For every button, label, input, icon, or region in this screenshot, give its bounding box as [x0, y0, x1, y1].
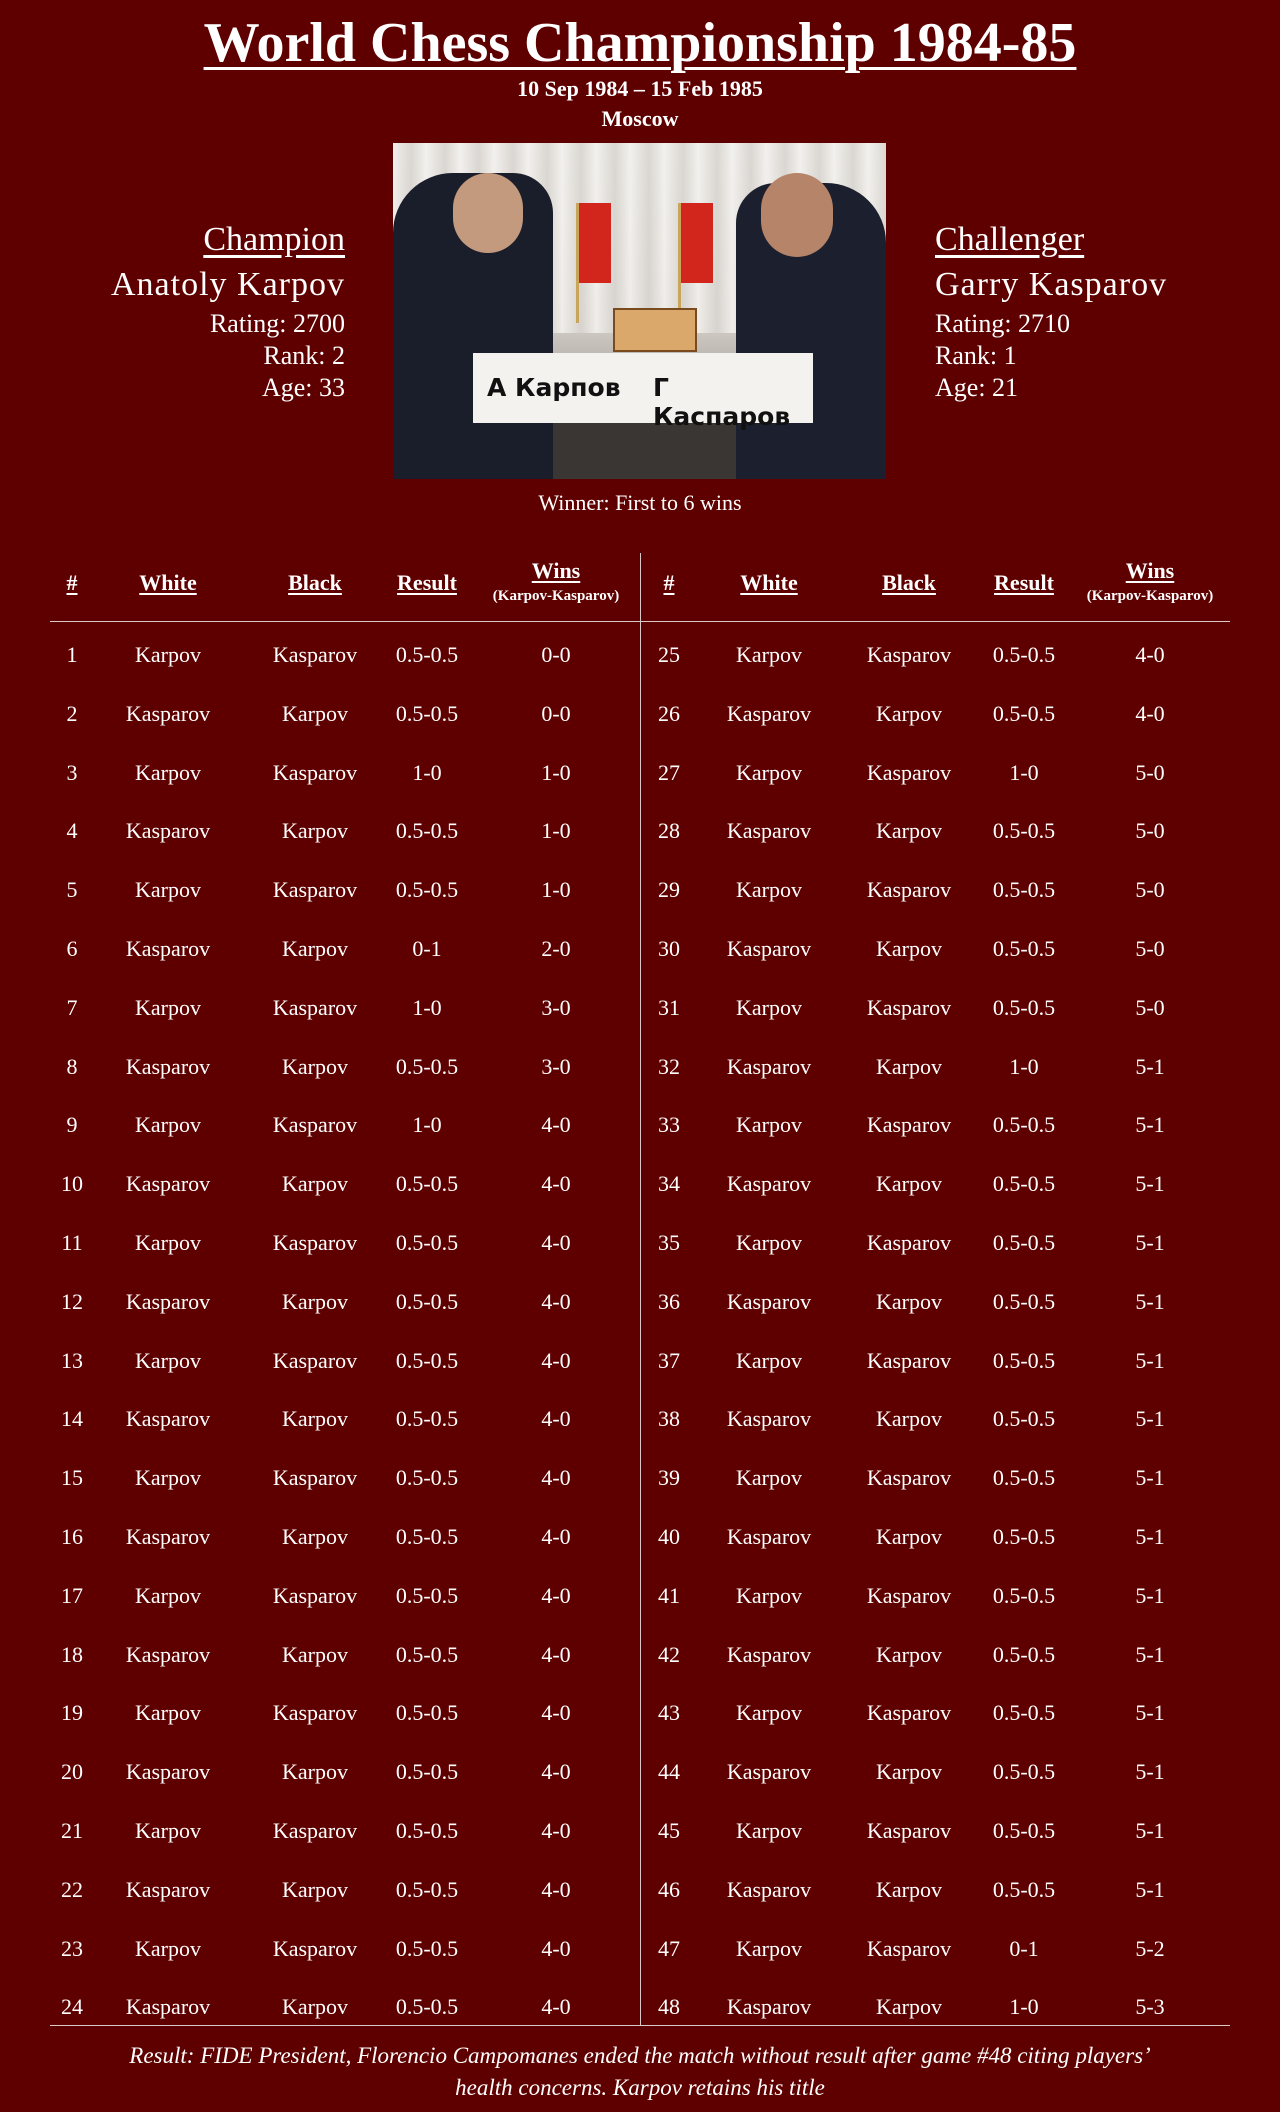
result-note	[40, 2040, 1240, 2104]
game-result: 0.5-0.5	[992, 1876, 1056, 1902]
black-player: Karpov	[876, 936, 942, 961]
game-number: 33	[658, 1112, 680, 1138]
wins-tally: 5-1	[1135, 1524, 1165, 1549]
game-result: 1-0	[412, 994, 442, 1020]
black-player: Kasparov	[866, 877, 952, 903]
wins-tally: 4-0	[541, 1524, 571, 1549]
wins-tally: 5-1	[1135, 1053, 1165, 1079]
game-result: 0.5-0.5	[992, 1112, 1056, 1138]
game-result: 0.5-0.5	[395, 1876, 459, 1902]
wins-tally: 0-0	[541, 642, 571, 667]
white-player: Kasparov	[125, 1524, 211, 1549]
result-note-line-1: Result: FIDE President, Florencio Campomanes ended the match without result after game #48 citing players’	[129, 2043, 1151, 2068]
black-player: Kasparov	[866, 994, 952, 1020]
game-result: 0.5-0.5	[992, 1524, 1056, 1549]
game-result: 1-0	[412, 1112, 442, 1138]
white-player: Karpov	[135, 1112, 201, 1138]
wins-tally: 4-0	[541, 1230, 571, 1255]
black-player: Kasparov	[272, 1230, 358, 1255]
game-number: 3	[66, 759, 78, 785]
name-plate	[473, 353, 813, 431]
wins-tally: 4-0	[541, 1288, 571, 1314]
game-result: 0.5-0.5	[992, 700, 1056, 726]
white-player: Karpov	[736, 759, 802, 785]
game-number: 41	[658, 1582, 680, 1608]
wins-tally: 5-0	[1135, 759, 1165, 785]
champion-role: Champion	[203, 221, 345, 258]
wins-tally: 4-0	[1135, 642, 1165, 667]
game-number: 1	[66, 642, 78, 667]
black-player: Kasparov	[866, 1818, 952, 1843]
game-number: 47	[658, 1935, 680, 1961]
game-result: 0.5-0.5	[992, 1641, 1056, 1667]
wins-tally: 4-0	[541, 1641, 571, 1667]
game-number: 15	[61, 1465, 83, 1491]
white-player: Kasparov	[125, 1288, 211, 1314]
wins-tally: 4-0	[541, 1759, 571, 1785]
black-player: Karpov	[876, 1994, 942, 2020]
flag-right	[681, 203, 713, 283]
game-result: 0.5-0.5	[395, 1347, 459, 1373]
header-wins-subtitle: (Karpov-Kasparov)	[1086, 588, 1214, 604]
black-player: Kasparov	[866, 759, 952, 785]
black-player: Kasparov	[272, 642, 358, 667]
wins-tally: 4-0	[1135, 700, 1165, 726]
black-player: Kasparov	[866, 1700, 952, 1726]
column-divider	[640, 553, 641, 2025]
wins-tally: 5-1	[1135, 1406, 1165, 1432]
black-player: Karpov	[282, 1641, 348, 1667]
black-player: Karpov	[282, 1876, 348, 1902]
game-result: 0.5-0.5	[395, 1406, 459, 1432]
game-number: 31	[658, 994, 680, 1020]
white-player: Karpov	[135, 1230, 201, 1255]
game-result: 0.5-0.5	[992, 1818, 1056, 1843]
wins-tally: 1-0	[541, 877, 571, 903]
game-number: 35	[658, 1230, 680, 1255]
black-player: Karpov	[282, 1759, 348, 1785]
black-player: Karpov	[876, 1641, 942, 1667]
champion-rank: Rank: 2	[263, 341, 345, 370]
white-player: Kasparov	[726, 1759, 812, 1785]
black-player: Karpov	[282, 1524, 348, 1549]
game-result: 0.5-0.5	[992, 642, 1056, 667]
champion-name: Anatoly Karpov	[110, 266, 345, 303]
wins-tally: 1-0	[541, 759, 571, 785]
white-player: Kasparov	[125, 818, 211, 844]
header-wins: Wins	[1125, 558, 1175, 583]
white-player: Karpov	[135, 1465, 201, 1491]
black-player: Kasparov	[272, 1347, 358, 1373]
game-number: 6	[66, 936, 78, 961]
wins-tally: 4-0	[541, 1406, 571, 1432]
white-player: Karpov	[135, 1347, 201, 1373]
champion-panel	[111, 218, 345, 404]
white-player: Kasparov	[125, 1994, 211, 2020]
game-number: 14	[61, 1406, 83, 1432]
white-player: Kasparov	[726, 818, 812, 844]
header-black: Black	[288, 570, 342, 595]
wins-tally: 4-0	[541, 1700, 571, 1726]
game-result: 0.5-0.5	[395, 1288, 459, 1314]
white-player: Karpov	[135, 877, 201, 903]
black-player: Karpov	[876, 1288, 942, 1314]
game-number: 27	[658, 759, 680, 785]
wins-tally: 2-0	[541, 936, 571, 961]
game-number: 42	[658, 1641, 680, 1667]
game-number: 24	[61, 1994, 83, 2020]
game-result: 0.5-0.5	[992, 1406, 1056, 1432]
header-wins: Wins	[531, 558, 581, 583]
black-player: Kasparov	[866, 1935, 952, 1961]
white-player: Kasparov	[125, 936, 211, 961]
white-player: Kasparov	[125, 1406, 211, 1432]
game-result: 1-0	[1009, 1053, 1039, 1079]
wins-tally: 5-0	[1135, 994, 1165, 1020]
challenger-age: Age: 21	[935, 373, 1019, 402]
black-player: Karpov	[876, 1171, 942, 1197]
black-player: Kasparov	[866, 1582, 952, 1608]
game-result: 0.5-0.5	[992, 1171, 1056, 1197]
wins-tally: 5-1	[1135, 1171, 1165, 1197]
white-player: Karpov	[736, 1347, 802, 1373]
game-number: 7	[66, 994, 78, 1020]
white-player: Karpov	[135, 994, 201, 1020]
karpov-head	[453, 173, 523, 253]
game-result: 0.5-0.5	[395, 1641, 459, 1667]
game-number: 25	[658, 642, 680, 667]
game-result: 0-1	[1009, 1935, 1039, 1961]
challenger-role: Challenger	[935, 221, 1085, 258]
white-player: Karpov	[736, 1935, 802, 1961]
game-result: 0.5-0.5	[395, 1230, 459, 1255]
game-number: 9	[66, 1112, 78, 1138]
game-number: 13	[61, 1347, 83, 1373]
kasparov-head	[761, 173, 833, 257]
game-number: 39	[658, 1465, 680, 1491]
white-player: Kasparov	[726, 1524, 812, 1549]
game-number: 37	[658, 1347, 680, 1373]
wins-tally: 5-1	[1135, 1230, 1165, 1255]
header-white: White	[740, 570, 798, 595]
header-result: Result	[397, 570, 457, 595]
white-player: Kasparov	[726, 1994, 812, 2020]
game-result: 0.5-0.5	[395, 1524, 459, 1549]
game-number: 34	[658, 1171, 680, 1197]
game-number: 36	[658, 1288, 680, 1314]
game-number: 21	[61, 1818, 83, 1843]
white-player: Karpov	[135, 1935, 201, 1961]
white-player: Karpov	[736, 1112, 802, 1138]
black-player: Kasparov	[272, 1818, 358, 1843]
game-number: 44	[658, 1759, 680, 1785]
wins-tally: 3-0	[541, 1053, 571, 1079]
header-num: #	[66, 570, 78, 595]
black-player: Kasparov	[272, 759, 358, 785]
black-player: Kasparov	[866, 1465, 952, 1491]
game-number: 40	[658, 1524, 680, 1549]
game-number: 28	[658, 818, 680, 844]
black-player: Karpov	[282, 1406, 348, 1432]
header-white: White	[139, 570, 197, 595]
game-result: 0.5-0.5	[395, 1818, 459, 1843]
wins-tally: 4-0	[541, 1935, 571, 1961]
game-result: 0.5-0.5	[992, 1759, 1056, 1785]
wins-tally: 4-0	[541, 1347, 571, 1373]
white-player: Karpov	[736, 1818, 802, 1843]
white-player: Karpov	[736, 994, 802, 1020]
white-player: Karpov	[135, 1818, 201, 1843]
game-result: 0.5-0.5	[395, 1935, 459, 1961]
white-player: Kasparov	[726, 1171, 812, 1197]
wins-tally: 5-1	[1135, 1112, 1165, 1138]
wins-tally: 5-3	[1135, 1994, 1165, 2020]
header-wins-subtitle: (Karpov-Kasparov)	[492, 588, 620, 604]
white-player: Karpov	[135, 1582, 201, 1608]
black-player: Karpov	[876, 1524, 942, 1549]
flag-left	[579, 203, 611, 283]
kasparov-figure	[736, 183, 886, 479]
table-bottom-divider	[50, 2025, 1230, 2026]
wins-tally: 1-0	[541, 818, 571, 844]
name-plate-left: А Карпов	[487, 373, 621, 402]
white-player: Kasparov	[726, 1288, 812, 1314]
white-player: Karpov	[135, 1700, 201, 1726]
white-player: Kasparov	[125, 1641, 211, 1667]
game-result: 0.5-0.5	[395, 818, 459, 844]
challenger-rating: Rating: 2710	[935, 309, 1071, 338]
game-number: 46	[658, 1876, 680, 1902]
header-black: Black	[882, 570, 936, 595]
winner-rule: Winner: First to 6 wins	[538, 490, 742, 515]
black-player: Kasparov	[866, 1347, 952, 1373]
game-number: 10	[61, 1171, 83, 1197]
black-player: Kasparov	[272, 1935, 358, 1961]
wins-tally: 4-0	[541, 1465, 571, 1491]
wins-tally: 5-1	[1135, 1582, 1165, 1608]
black-player: Karpov	[876, 700, 942, 726]
black-player: Karpov	[876, 1406, 942, 1432]
white-player: Karpov	[736, 1465, 802, 1491]
black-player: Kasparov	[272, 1112, 358, 1138]
black-player: Karpov	[282, 936, 348, 961]
wins-tally: 5-1	[1135, 1876, 1165, 1902]
white-player: Karpov	[736, 877, 802, 903]
black-player: Karpov	[282, 1288, 348, 1314]
white-player: Kasparov	[726, 936, 812, 961]
white-player: Karpov	[736, 1230, 802, 1255]
game-result: 0.5-0.5	[992, 877, 1056, 903]
black-player: Karpov	[282, 700, 348, 726]
wins-tally: 5-1	[1135, 1759, 1165, 1785]
game-number: 19	[61, 1700, 83, 1726]
game-result: 1-0	[1009, 759, 1039, 785]
game-result: 0.5-0.5	[395, 1053, 459, 1079]
game-result: 0.5-0.5	[395, 877, 459, 903]
black-player: Kasparov	[272, 1582, 358, 1608]
wins-tally: 4-0	[541, 1171, 571, 1197]
game-result: 0.5-0.5	[992, 1582, 1056, 1608]
black-player: Kasparov	[866, 642, 952, 667]
game-result: 0.5-0.5	[395, 1759, 459, 1785]
white-player: Karpov	[736, 642, 802, 667]
game-number: 43	[658, 1700, 680, 1726]
game-number: 26	[658, 700, 680, 726]
black-player: Karpov	[282, 1994, 348, 2020]
white-player: Kasparov	[726, 1406, 812, 1432]
game-result: 0.5-0.5	[395, 1700, 459, 1726]
black-player: Karpov	[876, 818, 942, 844]
game-number: 22	[61, 1876, 83, 1902]
white-player: Kasparov	[726, 1641, 812, 1667]
wins-tally: 5-1	[1135, 1818, 1165, 1843]
wins-tally: 5-0	[1135, 936, 1165, 961]
game-result: 0.5-0.5	[992, 1288, 1056, 1314]
game-number: 29	[658, 877, 680, 903]
game-result: 0.5-0.5	[395, 642, 459, 667]
match-photo	[393, 143, 886, 479]
wins-tally: 5-1	[1135, 1641, 1165, 1667]
champion-age: Age: 33	[261, 373, 345, 402]
game-result: 0.5-0.5	[395, 1994, 459, 2020]
game-result: 0.5-0.5	[992, 1347, 1056, 1373]
white-player: Kasparov	[125, 1171, 211, 1197]
white-player: Kasparov	[125, 700, 211, 726]
challenger-rank: Rank: 1	[935, 341, 1017, 370]
game-number: 2	[66, 700, 78, 726]
game-number: 17	[61, 1582, 83, 1608]
game-result: 0.5-0.5	[395, 1582, 459, 1608]
game-result: 0.5-0.5	[992, 1700, 1056, 1726]
black-player: Kasparov	[272, 877, 358, 903]
wins-tally: 4-0	[541, 1818, 571, 1843]
game-result: 0.5-0.5	[992, 818, 1056, 844]
wins-tally: 4-0	[541, 1582, 571, 1608]
game-number: 23	[61, 1935, 83, 1961]
black-player: Kasparov	[866, 1230, 952, 1255]
game-result: 0.5-0.5	[992, 936, 1056, 961]
header-result: Result	[994, 570, 1054, 595]
black-player: Kasparov	[866, 1112, 952, 1138]
wins-tally: 0-0	[541, 700, 571, 726]
black-player: Kasparov	[272, 994, 358, 1020]
wins-tally: 5-1	[1135, 1288, 1165, 1314]
game-number: 11	[61, 1230, 83, 1255]
white-player: Karpov	[736, 1582, 802, 1608]
game-number: 48	[658, 1994, 680, 2020]
wins-tally: 4-0	[541, 1876, 571, 1902]
white-player: Kasparov	[125, 1053, 211, 1079]
match-venue: Moscow	[601, 106, 679, 131]
karpov-figure	[393, 173, 553, 479]
game-number: 38	[658, 1406, 680, 1432]
black-player: Karpov	[282, 818, 348, 844]
white-player: Kasparov	[726, 1876, 812, 1902]
white-player: Kasparov	[726, 1053, 812, 1079]
header-num: #	[663, 570, 675, 595]
game-result: 0.5-0.5	[395, 1171, 459, 1197]
black-player: Karpov	[282, 1171, 348, 1197]
game-number: 30	[658, 936, 680, 961]
game-result: 1-0	[1009, 1994, 1039, 2020]
wins-tally: 5-1	[1135, 1347, 1165, 1373]
white-player: Karpov	[135, 759, 201, 785]
chess-clock-icon	[613, 308, 697, 352]
game-result: 0.5-0.5	[395, 700, 459, 726]
wins-tally: 5-1	[1135, 1700, 1165, 1726]
game-number: 12	[61, 1288, 83, 1314]
game-result: 0.5-0.5	[992, 994, 1056, 1020]
white-player: Karpov	[736, 1700, 802, 1726]
champion-rating: Rating: 2700	[209, 309, 345, 338]
white-player: Kasparov	[125, 1876, 211, 1902]
black-player: Karpov	[876, 1759, 942, 1785]
game-number: 5	[66, 877, 78, 903]
game-number: 8	[66, 1053, 78, 1079]
wins-tally: 3-0	[541, 994, 571, 1020]
black-player: Kasparov	[272, 1700, 358, 1726]
white-player: Kasparov	[125, 1759, 211, 1785]
black-player: Karpov	[282, 1053, 348, 1079]
black-player: Karpov	[876, 1876, 942, 1902]
wins-tally: 4-0	[541, 1994, 571, 2020]
match-dates: 10 Sep 1984 – 15 Feb 1985	[517, 76, 763, 101]
wins-tally: 4-0	[541, 1112, 571, 1138]
game-number: 32	[658, 1053, 680, 1079]
white-player: Kasparov	[726, 700, 812, 726]
game-result: 1-0	[412, 759, 442, 785]
page-title: World Chess Championship 1984-85	[203, 12, 1077, 74]
black-player: Karpov	[876, 1053, 942, 1079]
white-player: Karpov	[135, 642, 201, 667]
wins-tally: 5-1	[1135, 1465, 1165, 1491]
game-number: 18	[61, 1641, 83, 1667]
game-result: 0.5-0.5	[992, 1465, 1056, 1491]
game-number: 4	[66, 818, 78, 844]
wins-tally: 5-0	[1135, 877, 1165, 903]
result-note-line-2: health concerns. Karpov retains his title	[455, 2075, 825, 2100]
game-result: 0.5-0.5	[992, 1230, 1056, 1255]
black-player: Kasparov	[272, 1465, 358, 1491]
game-result: 0.5-0.5	[395, 1465, 459, 1491]
game-number: 20	[61, 1759, 83, 1785]
game-result: 0-1	[412, 936, 442, 961]
name-plate-right: Г Каспаров	[653, 373, 791, 431]
wins-tally: 5-2	[1135, 1935, 1165, 1961]
game-number: 16	[61, 1524, 83, 1549]
challenger-name: Garry Kasparov	[935, 266, 1168, 303]
game-number: 45	[658, 1818, 680, 1843]
challenger-panel	[935, 218, 1167, 404]
wins-tally: 5-0	[1135, 818, 1165, 844]
